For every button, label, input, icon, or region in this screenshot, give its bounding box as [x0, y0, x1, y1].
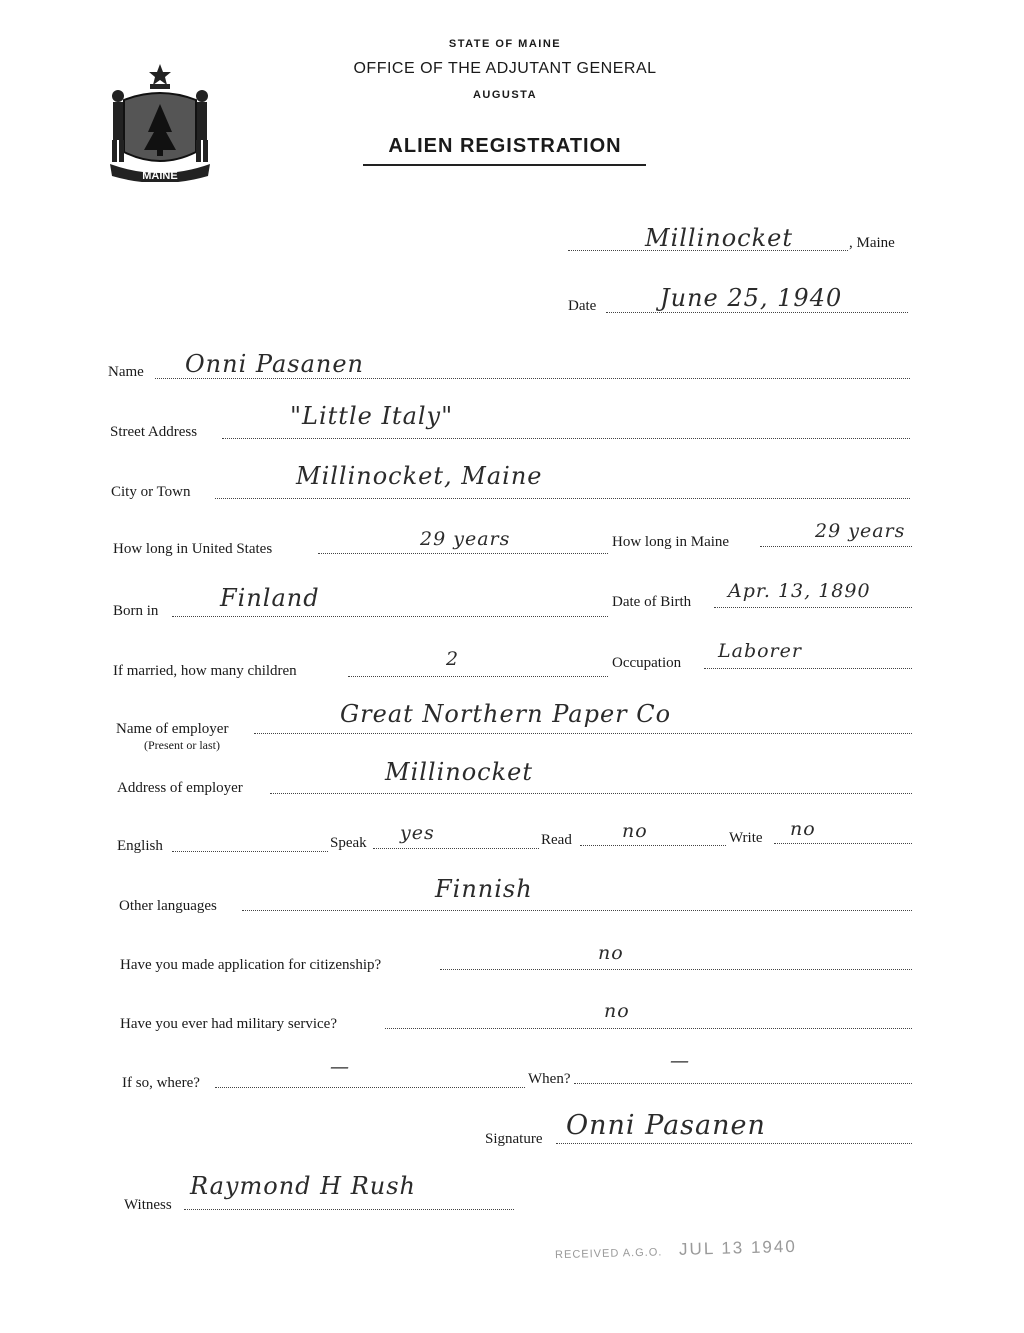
signature-line — [556, 1143, 912, 1144]
employer-sublabel: (Present or last) — [144, 738, 220, 752]
speak-label: Speak — [330, 835, 367, 851]
where-line — [215, 1087, 525, 1088]
citytown-line — [215, 498, 910, 499]
read-value: no — [622, 820, 648, 842]
us-line — [318, 553, 608, 554]
speak-value: yes — [400, 822, 435, 844]
children-line — [348, 676, 608, 677]
signature-label: Signature — [485, 1131, 543, 1147]
read-label: Read — [541, 832, 572, 848]
military-value: no — [604, 1000, 630, 1022]
maine-line — [760, 546, 912, 547]
where-label: If so, where? — [122, 1075, 200, 1091]
witness-label: Witness — [124, 1197, 172, 1213]
street-label: Street Address — [110, 424, 198, 440]
where-value: — — [330, 1056, 350, 1078]
emp-addr-value: Millinocket — [385, 758, 534, 786]
occupation-value: Laborer — [718, 640, 802, 662]
state-seal-icon — [104, 60, 216, 182]
stamp-date: JUL 13 1940 — [678, 1236, 798, 1259]
employer-value: Great Northern Paper Co — [340, 700, 672, 728]
date-value: June 25, 1940 — [660, 284, 843, 312]
citizenship-value: no — [598, 942, 624, 964]
dob-line — [714, 607, 912, 608]
signature-value: Onni Pasanen — [566, 1110, 766, 1141]
us-value: 29 years — [420, 528, 511, 550]
citizenship-line — [440, 969, 912, 970]
dob-value: Apr. 13, 1890 — [728, 580, 871, 602]
svg-text:MAINE: MAINE — [142, 170, 178, 182]
name-line — [155, 378, 910, 379]
stamp-received-text: RECEIVED A.G.O. — [554, 1246, 663, 1262]
date-line — [606, 312, 908, 313]
maine-label: How long in Maine — [612, 534, 730, 550]
citizenship-label: Have you made application for citizenship? — [120, 957, 382, 973]
dob-label: Date of Birth — [612, 594, 692, 610]
when-value: — — [670, 1050, 690, 1072]
emp-addr-label: Address of employer — [117, 780, 243, 796]
citytown-label: City or Town — [111, 484, 191, 500]
state-heading: STATE OF MAINE — [448, 38, 562, 50]
witness-value: Raymond H Rush — [190, 1172, 417, 1200]
read-line — [580, 845, 726, 846]
born-value: Finland — [220, 584, 320, 612]
citytown-value: Millinocket, Maine — [296, 462, 543, 490]
write-value: no — [790, 818, 816, 840]
english-label: English — [117, 838, 163, 854]
us-label: How long in United States — [113, 541, 273, 557]
title-underline — [363, 164, 646, 166]
other-lang-label: Other languages — [119, 898, 217, 914]
street-line — [222, 438, 910, 439]
employer-line — [254, 733, 912, 734]
city-heading: AUGUSTA — [472, 89, 538, 101]
other-lang-value: Finnish — [435, 875, 533, 903]
speak-line — [373, 848, 539, 849]
when-line — [574, 1083, 912, 1084]
street-value: "Little Italy" — [290, 402, 454, 430]
name-value: Onni Pasanen — [185, 350, 365, 378]
born-label: Born in — [113, 603, 159, 619]
place-suffix: , Maine — [849, 235, 895, 251]
children-value: 2 — [446, 648, 460, 670]
military-label: Have you ever had military service? — [120, 1016, 337, 1032]
form-title: ALIEN REGISTRATION — [388, 135, 622, 157]
english-line — [172, 851, 328, 852]
emp-addr-line — [270, 793, 912, 794]
place-value: Millinocket — [645, 224, 794, 252]
received-stamp — [555, 1237, 797, 1263]
date-label: Date — [568, 298, 597, 314]
employer-label: Name of employer — [116, 721, 229, 737]
witness-line — [184, 1209, 514, 1210]
write-label: Write — [729, 830, 763, 846]
military-line — [385, 1028, 912, 1029]
occupation-line — [704, 668, 912, 669]
born-line — [172, 616, 608, 617]
write-line — [774, 843, 912, 844]
other-lang-line — [242, 910, 912, 911]
maine-value: 29 years — [815, 520, 906, 542]
when-label: When? — [528, 1071, 571, 1087]
name-label: Name — [108, 364, 144, 380]
children-label: If married, how many children — [113, 663, 297, 679]
occupation-label: Occupation — [612, 655, 682, 671]
office-heading: OFFICE OF THE ADJUTANT GENERAL — [353, 60, 657, 77]
